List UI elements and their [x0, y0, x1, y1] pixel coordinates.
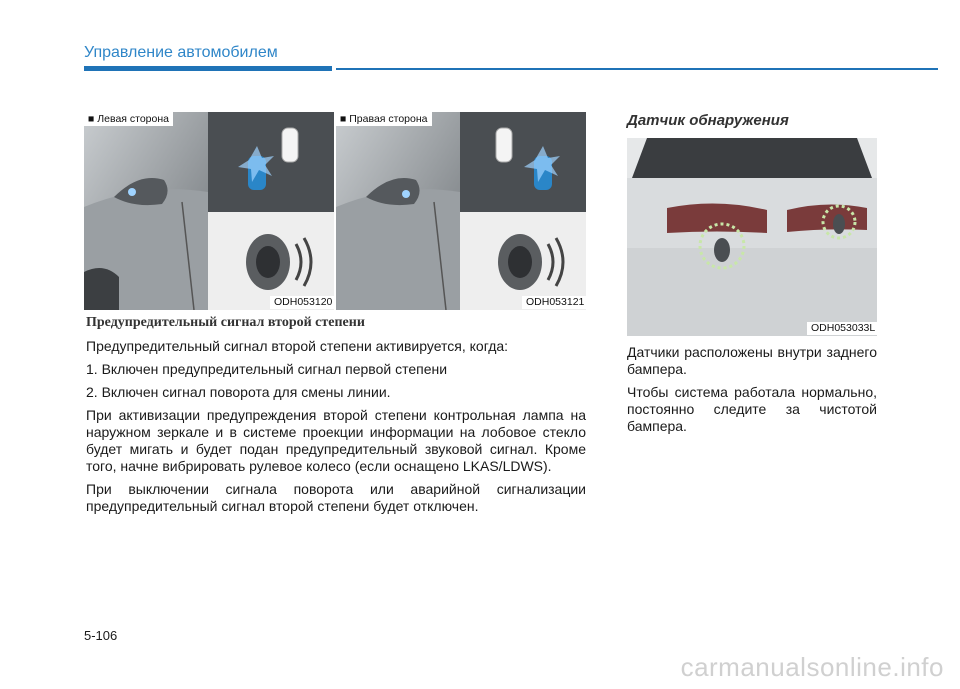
car-door-left-illustration [84, 112, 334, 310]
right-heading: Датчик обнаружения [627, 112, 789, 129]
header-rule-thin [336, 68, 938, 70]
left-paragraph-1: Предупредительный сигнал второй степени активируется, когда: [86, 338, 509, 354]
left-paragraph-3: 2. Включен сигнал поворота для смены линии. [86, 384, 391, 400]
figure-sensor-code: ODH053033L [807, 322, 877, 335]
figure-left-side [84, 112, 334, 310]
header-rule-thick [84, 66, 332, 71]
right-body [627, 344, 877, 441]
section-title: Управление автомобилем [84, 44, 278, 61]
left-heading: Предупредительный сигнал второй степени [86, 315, 365, 330]
page-number: 5-106 [84, 628, 118, 643]
left-paragraph-4: При активизации предупреждения второй степени контрольная лампа на наружном зеркале и в системе проекции информации на лобовое стекло будет мигать и будет подан предупредительный звуковой сигнал. Кроме того, начне вибрировать рулевое колесо (если оснащено LKAS/LDWS). [86, 407, 586, 474]
watermark: carmanualsonline.info [680, 652, 944, 682]
right-paragraph-2: Чтобы система работала нормально, постоянно следите за чистотой бампера. [627, 384, 877, 434]
left-paragraph-2: 1. Включен предупредительный сигнал первой степени [86, 361, 448, 377]
left-paragraph-5: При выключении сигнала поворота или аварийной сигнализации предупредительный сигнал второй степени будет отключен. [86, 481, 586, 514]
figure-right-side [336, 112, 586, 310]
left-body [86, 338, 586, 521]
figure-left-label: ■ Левая сторона [84, 112, 173, 126]
figure-right-label: ■ Правая сторона [336, 112, 432, 126]
figure-right-code: ODH053121 [522, 296, 586, 309]
rear-bumper-illustration [627, 138, 877, 336]
figure-sensor [627, 138, 877, 336]
right-paragraph-1: Датчики расположены внутри заднего бампера. [627, 344, 877, 377]
car-door-right-illustration [336, 112, 586, 310]
figure-left-code: ODH053120 [270, 296, 334, 309]
